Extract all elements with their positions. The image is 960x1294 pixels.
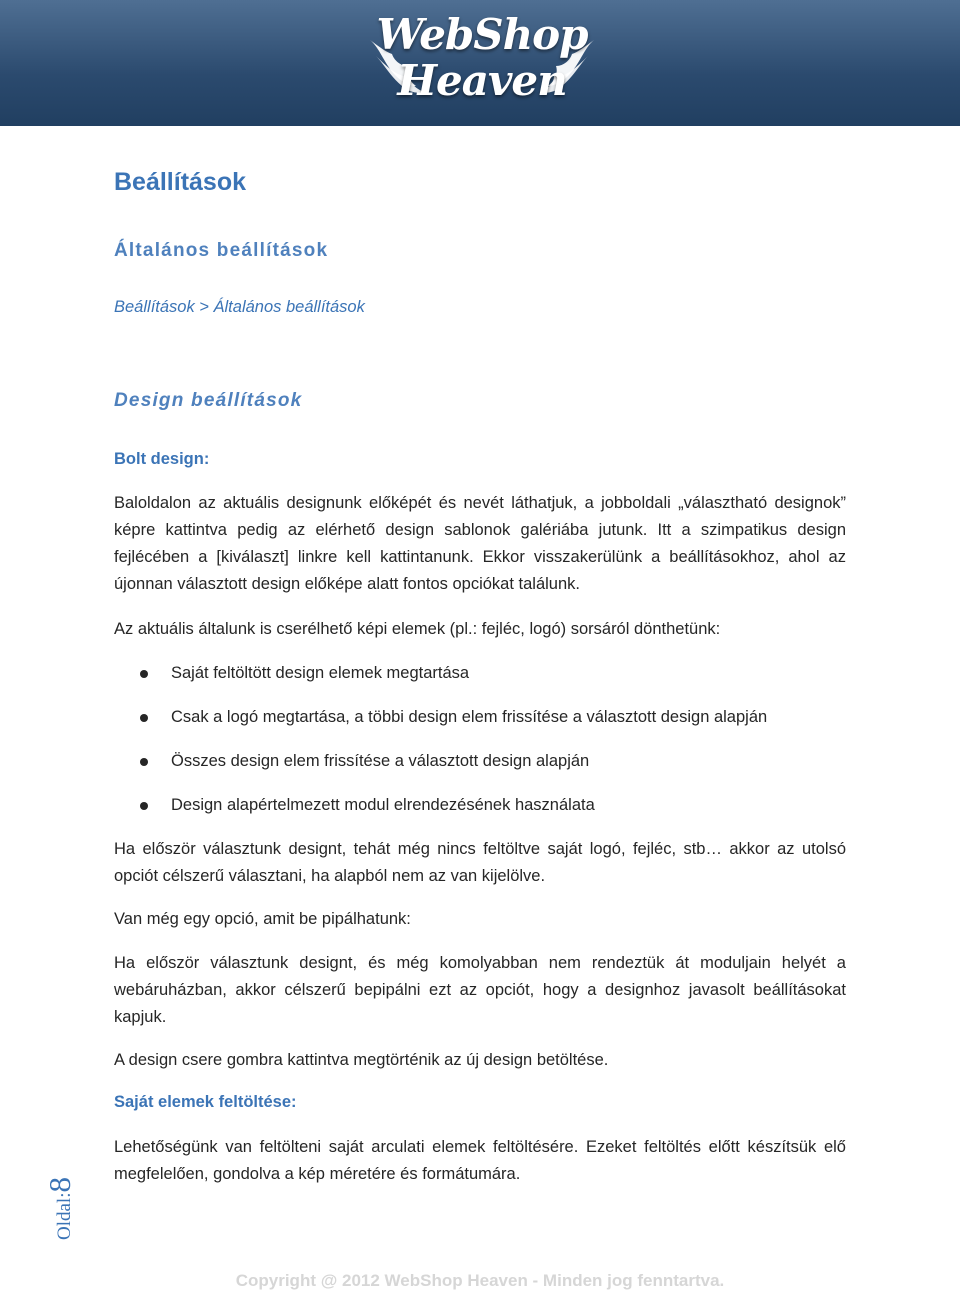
page-number (42, 1177, 78, 1240)
list-item: Saját feltöltött design elemek megtartása (140, 660, 860, 704)
list-item: Design alapértelmezett modul elrendezésének használata (140, 792, 860, 836)
list-item: Összes design elem frissítése a választott design alapján (140, 748, 860, 792)
header-banner (0, 0, 960, 126)
section-title: Általános beállítások (114, 240, 329, 261)
paragraph-first-choice: Ha először választunk designt, tehát még nincs feltöltve saját logó, fejléc, stb… akkor az utolsó opciót célszerű választani, ha alapból nem az van kijelölve. (114, 840, 846, 885)
paragraph-checkbox-advice: Ha először választunk designt, és még komolyabban nem rendeztük át moduljain helyét a webáruházban, akkor célszerű bepipálni ezt az opciót, hogy a designhoz javasolt beállításokat kapjuk. (114, 954, 846, 1026)
logo-text-line2: Heaven (397, 56, 567, 105)
paragraph-design-change: A design csere gombra kattintva megtörténik az új design betöltése. (114, 1051, 609, 1069)
page-number-value: 8 (42, 1177, 77, 1193)
upload-label: Saját elemek feltöltése: (114, 1093, 297, 1111)
bullet-icon (140, 714, 148, 722)
option-list (140, 660, 860, 836)
webshop-heaven-logo[interactable] (366, 6, 598, 116)
page-number-label: Oldal: (54, 1192, 75, 1240)
design-section-title: Design beállítások (114, 390, 303, 411)
footer-copyright: Copyright @ 2012 WebShop Heaven - Minden jog fenntartva. (235, 1271, 725, 1290)
page-title: Beállítások (114, 168, 247, 196)
bolt-design-label: Bolt design: (114, 450, 210, 468)
logo-text-line1: WebShop (376, 10, 588, 59)
list-item: Csak a logó megtartása, a többi design elem frissítése a választott design alapján (140, 704, 860, 748)
paragraph-extra-option: Van még egy opció, amit be pipálhatunk: (114, 910, 411, 928)
bullet-icon (140, 670, 148, 678)
paragraph-options-intro: Az aktuális általunk is cserélhető képi elemek (pl.: fejléc, logó) sorsáról dönthetünk: (114, 620, 721, 638)
bullet-icon (140, 802, 148, 810)
paragraph-intro: Baloldalon az aktuális designunk előképét és nevét láthatjuk, a jobboldali „választható designok” képre kattintva pedig az elérhető design sablonok galériába jutunk. Itt a szimpatikus design fejlécében a [kiválaszt] linkre kell kattintanunk. Ekkor visszakerülünk a beállításokhoz, ahol az újonnan választott design előképe alatt fontos opciókat találunk. (114, 494, 846, 593)
bullet-icon (140, 758, 148, 766)
breadcrumb: Beállítások > Általános beállítások (114, 298, 365, 316)
paragraph-upload: Lehetőségünk van feltölteni saját arculati elemek feltöltésére. Ezeket feltöltés előtt készítsük elő megfelelően, gondolva a kép méretére és formátumára. (114, 1138, 846, 1183)
